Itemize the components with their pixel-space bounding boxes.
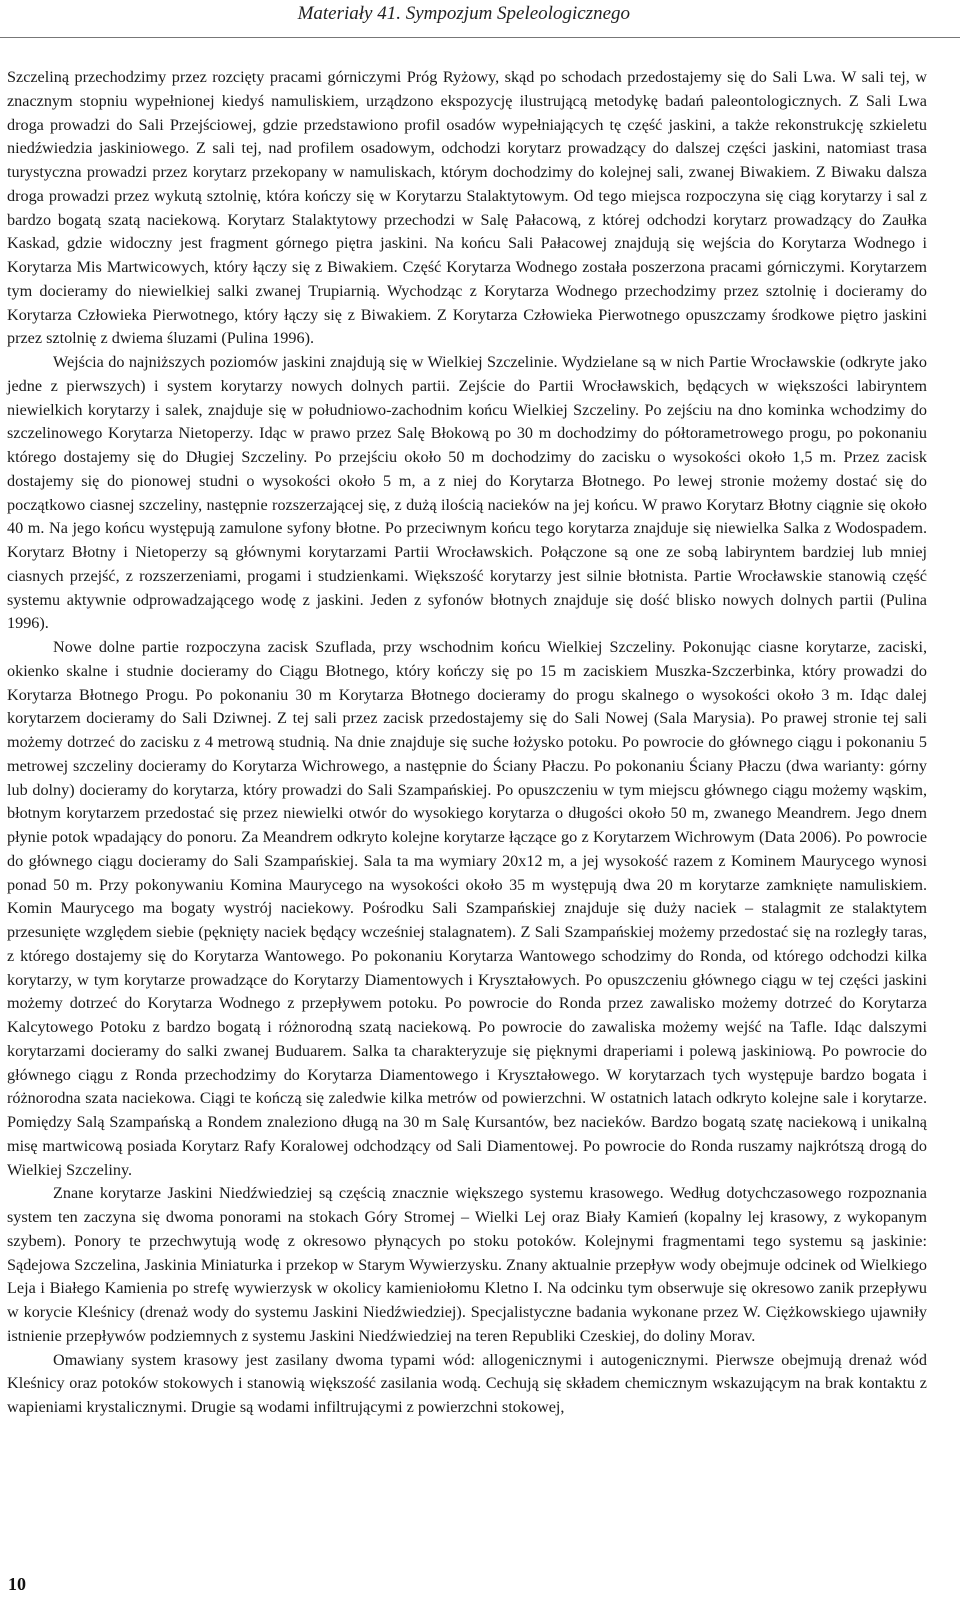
page-number: 10 [8,1574,26,1594]
paragraph-1: Szczeliną przechodzimy przez rozcięty pracami górniczymi Próg Ryżowy, skąd po schodach przedostajemy się do Sali Lwa. W sali tej, w znacznym stopniu wypełnionej kiedyś namuliskiem, urządzono ekspozycję ilustrującą metodykę badań paleontologicznych. Z Sali Lwa droga prowadzi do Sali Przejściowej, gdzie przedstawiono profil osadów wypełniających tę część jaskini, a także rekonstrukcję szkieletu niedźwiedzia jaskiniowego. Z sali tej, nad profilem osadowym, odchodzi korytarz prowadzący do dalszej części jaskini, natomiast trasa turystyczna prowadzi przez korytarz przekopany w namuliskach, którym dochodzimy do kolejnej sali, zwanej Biwakiem. Z Biwaku dalsza droga prowadzi przez wykutą sztolnię, która kończy się w Korytarzu Stalaktytowym. Od tego miejsca rozpoczyna się ciąg korytarzy i sal z bardzo bogatą szatą naciekową. Korytarz Stalaktytowy przechodzi w Salę Pałacową, z której odchodzi korytarz prowadzący do Zaułka Kaskad, gdzie widoczny jest fragment górnego piętra jaskini. Na końcu Sali Pałacowej znajdują się wejścia do Korytarza Wodnego i Korytarza Mis Martwicowych, który łączy się z Biwakiem. Część Korytarza Wodnego została poszerzona pracami górniczymi. Korytarzem tym docieramy do niewielkiej salki zwanej Trupiarnią. Wychodząc z Korytarza Wodnego przechodzimy przez sztolnię i docieramy do Korytarza Człowieka Pierwotnego, który łączy się z Biwakiem. Z Korytarza Człowieka Pierwotnego opuszczamy środkowe piętro jaskini przez sztolnię z dwiema śluzami (Pulina 1996). [7,68,927,348]
running-header: Materiały 41. Sympozjum Speleologicznego [297,3,630,24]
body-text [7,66,927,1420]
paragraph-2: Wejścia do najniższych poziomów jaskini znajdują się w Wielkiej Szczelinie. Wydzielane są w nich Partie Wrocławskie (odkryte jako jedne z pierwszych) i system korytarzy nowych dolnych partii. Zejście do Partii Wrocławskich, będących w większości labiryntem niewielkich korytarzy i salek, znajduje się w południowo-zachodnim końcu Wielkiej Szczeliny. Po zejściu na dno kominka wchodzimy do szczelinowego Korytarza Nietoperzy. Idąc w prawo przez Salę Błokową po 30 m dochodzimy do półtorametrowego progu, po pokonaniu którego dostajemy się do Długiej Szczeliny. Po przejściu około 50 m dochodzimy do zacisku o wysokości około 1,5 m. Przez zacisk dostajemy się do pionowej studni o wysokości około 5 m, a z niej do Korytarza Błotnego. Po lewej stronie możemy dostać się do początkowo ciasnej szczeliny, następnie rozszerzającej się, z dużą ilością nacieków na jej końcu. W prawo Korytarz Błotny ciągnie się około 40 m. Na jego końcu występują zamulone syfony błotne. Po przeciwnym końcu tego korytarza znajduje się niewielka Salka z Wodospadem. Korytarz Błotny i Nietoperzy są głównymi korytarzami Partii Wrocławskich. Połączone są one ze sobą labiryntem bardziej lub mniej ciasnych przejść, z rozszerzeniami, progami i studzienkami. Większość korytarzy jest silnie błotnista. Partie Wrocławskie stanowią część systemu aktywnie odprowadzającego wodę z jaskini. Jeden z syfonów błotnych znajduje się dość blisko nowych dolnych partii (Pulina 1996). [7,353,927,633]
paragraph-3: Nowe dolne partie rozpoczyna zacisk Szuflada, przy wschodnim końcu Wielkiej Szczeliny. Pokonując ciasne korytarze, zaciski, okienko skalne i studnie docieramy do Ciągu Błotnego, który kończy się po 15 m zaciskiem Muszka-Szczerbinka, który prowadzi do Korytarza Błotnego Progu. Po pokonaniu 30 m Korytarza Błotnego docieramy do progu skalnego o wysokości około 3 m. Idąc dalej korytarzem docieramy do Sali Dziwnej. Z tej sali przez zacisk przedostajemy się do Sali Nowej (Sala Marysia). Po prawej stronie tej sali możemy dotrzeć do zacisku z 4 metrową studnią. Na dnie znajduje się suche łożysko potoku. Po powrocie do głównego ciągu i pokonaniu 5 metrowej szczeliny docieramy do Korytarza Wichrowego, a następnie do Ściany Płaczu. Po pokonaniu Ściany Płaczu (dwa warianty: górny lub dolny) docieramy do korytarza, który prowadzi do Sali Szampańskiej. Po opuszczeniu w tym miejscu głównego ciągu możemy wąskim, błotnym korytarzem przedostać się przez niewielki otwór do wysokiego korytarza o długości około 50 m, zwanego Meandrem. Jego dnem płynie potok wpadający do ponoru. Za Meandrem odkryto kolejne korytarze łączące go z Korytarzem Wichrowym (Data 2006). Po powrocie do głównego ciągu docieramy do Sali Szampańskiej. Sala ta ma wymiary 20x12 m, a jej wysokość razem z Kominem Maurycego wynosi ponad 50 m. Przy pokonywaniu Komina Maurycego na wysokości około 35 m występują dwa 20 m korytarze zamknięte namuliskiem. Komin Maurycego ma bogaty wystrój naciekowy. Pośrodku Sali Szampańskiej znajduje się duży naciek – stalagmit ze stalaktytem przesunięte względem siebie (pęknięty naciek będący wcześniej stalagnatem). Z Sali Szampańskiej możemy przedostać się na rozległy taras, z którego dostajemy się do Korytarza Wantowego. Po pokonaniu Korytarza Wantowego schodzimy do Ronda, od którego odchodzi kilka korytarzy, w tym korytarze prowadzące do Korytarzy Diamentowych i Kryształowych. Po opuszczeniu głównego ciągu w tej części jaskini możemy dotrzeć do Korytarza Wodnego z przepływem potoku. Po powrocie do Ronda przez zawalisko możemy dotrzeć do Korytarza Kalcytowego Potoku z bardzo bogatą i różnorodną szatą naciekową. Po powrocie do zawaliska możemy wejść na Tafle. Idąc dalszymi korytarzami docieramy do salki zwanej Buduarem. Salka ta charakteryzuje się pięknymi draperiami i polewą jaskiniową. Po powrocie do głównego ciągu z Ronda przechodzimy do Korytarza Diamentowego i Kryształowego. W korytarzach tych występuje bardzo bogata i różnorodna szata naciekowa. Ciągi te kończą się zaledwie kilka metrów od powierzchni. W ostatnich latach odkryto kolejne sale i korytarze. Pomiędzy Salą Szampańską a Rondem znaleziono długą na 30 m Salę Kursantów, bez nacieków. Bardzo bogatą szatę naciekową i unikalną misę martwicową posiada Korytarz Rafy Koralowej odchodzący od Sali Diamentowej. Po powrocie do Ronda ruszamy najkrótszą drogą do Wielkiej Szczeliny. [7,638,927,1179]
header-divider [0,37,960,38]
paragraph-4: Znane korytarze Jaskini Niedźwiedziej są częścią znacznie większego systemu krasowego. Według dotychczasowego rozpoznania system ten zaczyna się dwoma ponorami na stokach Góry Stromej – Wielki Lej oraz Biały Kamień (kopalny lej krasowy, z wykopanym szybem). Ponory te przechwytują wodę z okresowo płynących po stoku potoków. Kolejnymi fragmentami tego systemu są jaskinie: Sądejowa Szczelina, Jaskinia Miniaturka i przekop w Starym Wywierzysku. Znany aktualnie przepływ wody obejmuje odcinek od Wielkiego Leja i Białego Kamienia po strefę wywierzysk w okolicy kamieniołomu Kletno I. Na odcinku tym obserwuje się okresowo zanik przepływu w korycie Kleśnicy (drenaż wody do systemu Jaskini Niedźwiedziej). Specjalistyczne badania wykonane przez W. Ciężkowskiego ujawniły istnienie przepływów podziemnych z systemu Jaskini Niedźwiedziej na teren Republiki Czeskiej, do doliny Morav. [7,1184,927,1345]
paragraph-5: Omawiany system krasowy jest zasilany dwoma typami wód: allogenicznymi i autogenicznymi. Pierwsze obejmują drenaż wód Kleśnicy oraz potoków stokowych i stanowią większość zasilania wodą. Cechują się składem chemicznym wskazującym na brak kontaktu z wapieniami krystalicznymi. Drugie są wodami infiltrującymi z powierzchni stokowej, [7,1350,927,1416]
